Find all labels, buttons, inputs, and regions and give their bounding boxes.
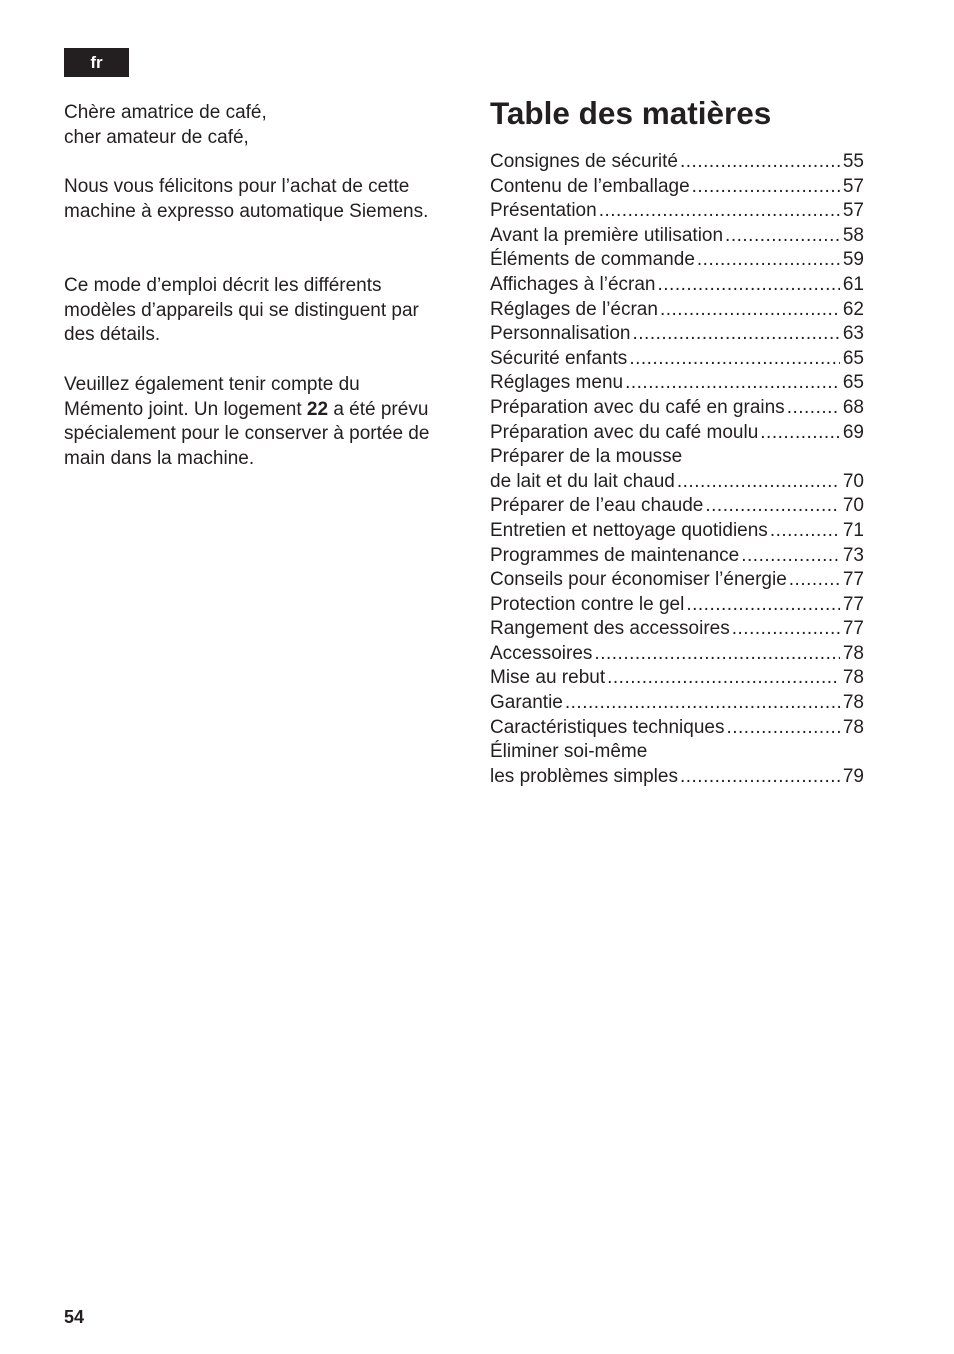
toc-dot-leader [677,470,840,495]
models-paragraph [64,274,464,348]
models-line: des détails. [64,324,161,346]
toc-entry[interactable] [490,740,864,789]
toc-entry-label: Éliminer soi-même [490,741,648,763]
memento-text: a été prévu [328,398,429,420]
toc-entry-label: Préparer de l’eau chaude [490,495,704,517]
congratulations-line: machine à expresso automatique Siemens. [64,201,429,223]
memento-compartment-number: 22 [306,398,329,420]
toc-page-number: 70 [842,470,864,492]
toc-entry-row [490,666,864,691]
memento-line [64,398,464,423]
toc-entry-row [490,421,864,446]
greeting-line: cher amateur de café, [64,126,249,148]
toc-entry-label: de lait et du lait chaud [490,470,675,492]
memento-paragraph [64,373,464,472]
toc-dot-leader [607,666,840,691]
toc-entry-row [490,519,864,544]
toc-dot-leader [565,691,840,716]
toc-entry-label: Mise au rebut [490,667,606,689]
toc-entry-label: Entretien et nettoyage quotidiens [490,519,768,541]
congratulations-line: Nous vous félicitons pour l’achat de cette [64,176,410,198]
congratulations-paragraph [64,175,464,224]
toc-dot-leader [789,568,840,593]
toc-entry-label: Conseils pour économiser l’énergie [490,569,787,591]
toc-entry-label: Rangement des accessoires [490,618,730,640]
greeting-paragraph [64,101,464,150]
toc-entry-row [490,691,864,716]
toc-entry-row [490,273,864,298]
toc-dot-leader [732,617,840,642]
toc-entry-label: Préparation avec du café en grains [490,396,785,418]
toc-entry[interactable] [490,716,864,741]
toc-entry-label: Éléments de commande [490,249,695,271]
toc-entry-label: Réglages de l’écran [490,298,658,320]
models-line: Ce mode d’emploi décrit les différents [64,274,382,296]
memento-text: Mémento joint. Un logement [64,398,307,420]
toc-dot-leader [686,593,840,618]
toc-entry-row [490,175,864,200]
toc-entry[interactable] [490,273,864,298]
models-line: modèles d’appareils qui se distinguent par [64,299,419,321]
toc-entry-label: Préparation avec du café moulu [490,421,759,443]
toc-entry[interactable] [490,347,864,372]
toc-dot-leader [725,224,840,249]
toc-page-number: 57 [842,175,864,197]
toc-entry-label: Sécurité enfants [490,347,628,369]
toc-page-number: 61 [842,273,864,295]
toc-dot-leader [629,347,840,372]
toc-entry-row [490,716,864,741]
toc-entry-row [490,298,864,323]
toc-entry[interactable] [490,199,864,224]
intro-text [64,101,464,472]
language-tab: fr [64,48,129,77]
toc-page-number: 73 [842,544,864,566]
toc-page-number: 57 [842,200,864,222]
toc-entry-label: Garantie [490,692,563,714]
toc-entry[interactable] [490,691,864,716]
page-number: 54 [64,1307,85,1327]
toc-page-number: 77 [842,593,864,615]
toc-page-number: 77 [842,618,864,640]
toc-page-number: 71 [842,519,864,541]
toc-entry[interactable] [490,617,864,642]
toc-dot-leader [625,371,840,396]
toc-entry[interactable] [490,298,864,323]
toc-dot-leader [594,642,839,667]
toc-page-number: 77 [842,569,864,591]
toc-dot-leader [599,199,840,224]
toc-entry-label: Protection contre le gel [490,593,685,615]
toc-page-number: 65 [842,372,864,394]
toc-page-number: 65 [842,347,864,369]
toc-entry-row [490,322,864,347]
toc-entry-label: Accessoires [490,642,593,664]
toc-entry-row [490,248,864,273]
memento-line: Veuillez également tenir compte du [64,373,360,395]
toc-entry-row [490,371,864,396]
toc-entry-row [490,494,864,519]
toc-entry-row [490,347,864,372]
toc-entry-label: Programmes de maintenance [490,544,740,566]
toc-dot-leader [680,150,840,175]
toc-entry-row [490,224,864,249]
table-of-contents [490,150,864,789]
toc-title: Table des matières [490,95,772,131]
toc-dot-leader [741,544,840,569]
toc-entry[interactable] [490,322,864,347]
toc-entry[interactable] [490,421,864,446]
toc-entry-label: Réglages menu [490,372,624,394]
toc-entry-row [490,765,864,790]
toc-dot-leader [705,494,839,519]
toc-entry[interactable] [490,445,864,494]
toc-entry-row [490,568,864,593]
toc-entry-row [490,470,864,495]
toc-entry-row [490,617,864,642]
toc-entry[interactable] [490,593,864,618]
toc-entry-label: Préparer de la mousse [490,446,683,468]
toc-page-number: 78 [842,716,864,738]
toc-entry-label: les problèmes simples [490,765,678,787]
toc-dot-leader [657,273,839,298]
toc-page-number: 69 [842,421,864,443]
toc-entry-row [490,150,864,175]
toc-page-number: 78 [842,667,864,689]
toc-entry-label: Contenu de l’emballage [490,175,690,197]
toc-entry[interactable] [490,544,864,569]
toc-page-number: 78 [842,642,864,664]
toc-dot-leader [660,298,840,323]
toc-entry-label: Avant la première utilisation [490,224,724,246]
greeting-line: Chère amatrice de café, [64,102,267,123]
toc-page-number: 79 [842,765,864,787]
toc-entry[interactable] [490,666,864,691]
toc-dot-leader [726,716,839,741]
toc-page-number: 59 [842,249,864,271]
toc-entry-label: Affichages à l’écran [490,273,656,295]
toc-entry-row [490,396,864,421]
memento-line: main dans la machine. [64,448,255,470]
memento-line: spécialement pour le conserver à portée de [64,423,430,445]
toc-entry[interactable] [490,642,864,667]
toc-entry[interactable] [490,248,864,273]
toc-dot-leader [632,322,839,347]
toc-entry-label: Caractéristiques techniques [490,716,725,738]
toc-entry[interactable] [490,568,864,593]
toc-page-number: 62 [842,298,864,320]
toc-entry[interactable] [490,494,864,519]
toc-entry-row [490,544,864,569]
toc-entry[interactable] [490,371,864,396]
toc-page-number: 70 [842,495,864,517]
toc-entry[interactable] [490,175,864,200]
toc-dot-leader [680,765,840,790]
toc-page-number: 63 [842,323,864,345]
toc-entry-row [490,642,864,667]
toc-dot-leader [787,396,840,421]
toc-dot-leader [770,519,840,544]
toc-dot-leader [760,421,840,446]
toc-entry-row [490,199,864,224]
toc-page-number: 55 [842,151,864,172]
toc-entry-label: Présentation [490,200,597,222]
toc-dot-leader [697,248,840,273]
toc-entry[interactable] [490,224,864,249]
toc-page-number: 58 [842,224,864,246]
toc-entry[interactable] [490,519,864,544]
toc-entry-label: Consignes de sécurité [490,151,678,172]
toc-entry[interactable] [490,150,864,175]
toc-entry[interactable] [490,396,864,421]
toc-entry-label: Personnalisation [490,323,631,345]
toc-page-number: 68 [842,396,864,418]
toc-entry-row [490,593,864,618]
toc-dot-leader [692,175,840,200]
toc-page-number: 78 [842,692,864,714]
